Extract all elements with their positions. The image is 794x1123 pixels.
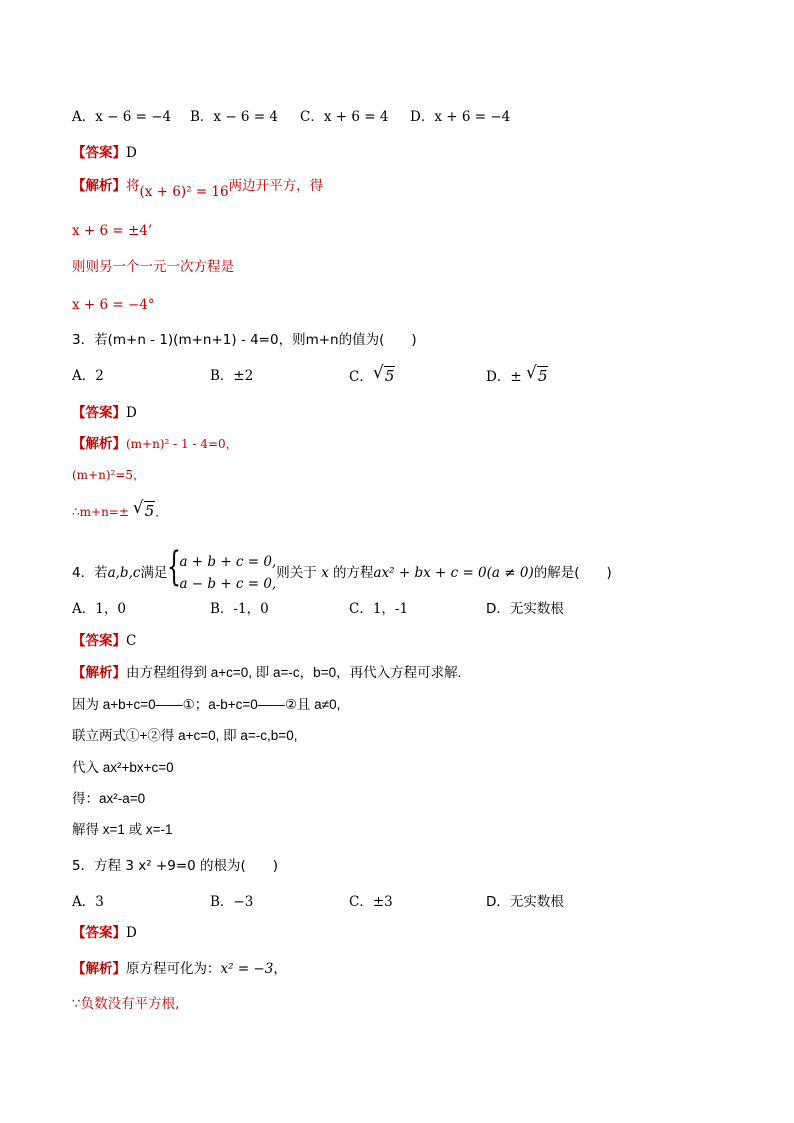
q5-option-d: D．无实数根 xyxy=(486,894,564,910)
sqrt-symbol: √ 5 xyxy=(525,363,548,385)
q3-option-a: A．2 xyxy=(72,368,104,384)
analysis-tag: 【解析】 xyxy=(72,436,126,452)
answer-value: D xyxy=(126,145,137,161)
q4-option-a: A．1，0 xyxy=(72,601,126,617)
q2-step-3: x + 6 = −4° xyxy=(72,297,155,313)
answer-tag: 【答案】 xyxy=(72,145,126,161)
q3-answer xyxy=(72,404,137,422)
analysis-suffix: ， xyxy=(273,961,287,977)
analysis-prefix: 原方程可化为： xyxy=(126,961,221,977)
sqrt-symbol: √ 5 xyxy=(132,498,155,520)
q3-analysis-line-2: (m+n)²=5， xyxy=(72,468,146,482)
answer-value: D xyxy=(126,405,137,421)
q2-step-1: x + 6 = ±4’ xyxy=(72,223,153,239)
q3-stem: 3．若(m+n - 1)(m+n+1) - 4=0，则m+n的值为( ) xyxy=(72,332,417,348)
analysis-expression: (x + 6)² = 16 xyxy=(139,184,229,200)
q4-answer xyxy=(72,632,136,650)
q4-analysis-line-6: 解得 x=1 或 x=-1 xyxy=(72,822,173,837)
q4-option-c: C．1，-1 xyxy=(349,601,409,617)
q5-option-b: B．−3 xyxy=(210,894,254,910)
q2-analysis xyxy=(72,177,324,200)
q3-analysis-line-3: ∴m+n=± √ 5． xyxy=(72,498,168,520)
analysis-prefix: 将 xyxy=(126,178,140,194)
q4-option-d: D．无实数根 xyxy=(486,601,564,617)
answer-tag: 【答案】 xyxy=(72,925,126,941)
q2-option-a: A．x − 6 = −4 xyxy=(72,109,172,125)
q2-option-d: D．x + 6 = −4 xyxy=(410,109,511,125)
q5-analysis xyxy=(72,960,287,978)
q4-analysis-line-5: 得：ax²-a=0 xyxy=(72,791,146,806)
q4-stem: 4．若a,b,c满足 { a + b + c = 0, a − b + c = 0, 则关于 x 的方程ax² + bx + c = 0(a ≠ 0)的解是( ) xyxy=(72,551,612,587)
q5-option-c: C．±3 xyxy=(349,894,393,910)
q2-option-c: C．x + 6 = 4 xyxy=(300,109,389,125)
q5-analysis-line-2: ∵负数没有平方根, xyxy=(72,996,180,1012)
q4-analysis-line-4: 代入 ax²+bx+c=0 xyxy=(72,760,174,775)
q3-option-d: D．± √ 5 xyxy=(486,363,548,385)
analysis-expression: x² = −3 xyxy=(220,961,274,977)
q2-answer xyxy=(72,144,137,162)
analysis-tag: 【解析】 xyxy=(72,961,126,977)
answer-value: C xyxy=(126,633,137,649)
analysis-tag: 【解析】 xyxy=(72,178,126,194)
answer-value: D xyxy=(126,925,137,941)
q5-answer xyxy=(72,924,137,942)
q5-stem: 5．方程 3 x² +9=0 的根为( ) xyxy=(72,858,279,874)
analysis-suffix: 两边开平方，得 xyxy=(228,178,324,194)
q4-analysis-line-2: 因为 a+b+c=0——①；a-b+c=0——②且 a≠0, xyxy=(72,697,341,712)
q5-option-a: A．3 xyxy=(72,894,104,910)
equation-system: { a + b + c = 0, a − b + c = 0, xyxy=(167,544,277,592)
analysis-tag: 【解析】 xyxy=(72,665,126,681)
q3-option-c: C． √ 5 xyxy=(349,363,395,385)
analysis-line-1: 由方程组得到 a+c=0, 即 a=-c，b=0，再代入方程可求解. xyxy=(126,665,462,680)
answer-tag: 【答案】 xyxy=(72,633,126,649)
q2-option-b: B．x − 6 = 4 xyxy=(190,109,279,125)
q3-analysis xyxy=(72,435,238,453)
q4-analysis xyxy=(72,664,461,682)
sqrt-symbol: √ 5 xyxy=(372,363,395,385)
q4-analysis-line-3: 联立两式①+②得 a+c=0, 即 a=-c,b=0, xyxy=(72,728,298,743)
analysis-line-1: (m+n)² - 1 - 4=0， xyxy=(126,437,238,451)
answer-tag: 【答案】 xyxy=(72,405,126,421)
q4-option-b: B．-1，0 xyxy=(210,601,269,617)
q3-option-b: B．±2 xyxy=(210,368,254,384)
q2-step-2: 则则另一个一元一次方程是 xyxy=(72,259,234,275)
